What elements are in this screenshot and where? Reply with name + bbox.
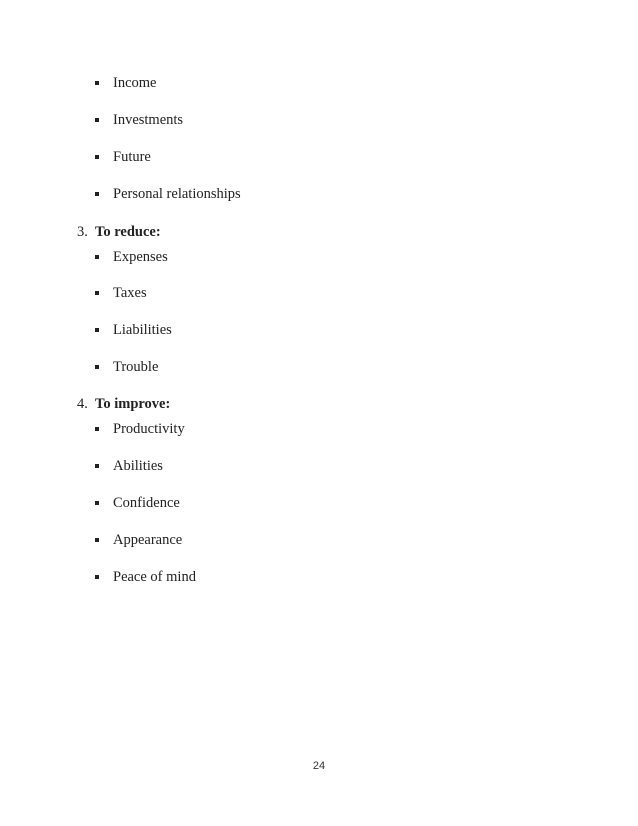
list-item-text: Personal relationships [113, 186, 241, 202]
list-item [95, 111, 183, 129]
list-item-text: Confidence [113, 495, 180, 511]
list-item-text: Expenses [113, 249, 168, 265]
list-item [95, 531, 182, 549]
list-item [95, 457, 163, 475]
list-item [95, 568, 196, 586]
list-item [95, 358, 158, 376]
section-heading-text: To improve: [95, 396, 171, 412]
list-item-text: Future [113, 149, 151, 165]
bullet-icon [95, 155, 99, 159]
bullet-icon [95, 255, 99, 259]
page-number: 24 [312, 760, 326, 772]
list-item [95, 74, 156, 92]
bullet-icon [95, 192, 99, 196]
bullet-icon [95, 81, 99, 85]
list-item [95, 148, 151, 166]
bullet-icon [95, 538, 99, 542]
list-item [95, 284, 147, 302]
bullet-icon [95, 291, 99, 295]
list-item [95, 321, 172, 339]
list-item-text: Peace of mind [113, 569, 196, 585]
list-item-text: Trouble [113, 359, 159, 375]
bullet-icon [95, 464, 99, 468]
section-number: 4. [77, 396, 88, 412]
section-heading-reduce [77, 223, 161, 241]
list-item [95, 185, 241, 203]
bullet-icon [95, 118, 99, 122]
list-item-text: Income [113, 75, 157, 91]
bullet-icon [95, 501, 99, 505]
bullet-icon [95, 365, 99, 369]
list-item [95, 420, 185, 438]
bullet-icon [95, 427, 99, 431]
bullet-icon [95, 328, 99, 332]
list-item-text: Investments [113, 112, 184, 128]
section-heading-improve [77, 395, 170, 413]
list-item-text: Taxes [113, 285, 147, 301]
list-item-text: Liabilities [113, 322, 172, 338]
list-item-text: Appearance [113, 532, 183, 548]
list-item-text: Productivity [113, 421, 185, 437]
section-number: 3. [77, 224, 88, 240]
section-heading-text: To reduce: [95, 224, 161, 240]
list-item-text: Abilities [113, 458, 163, 474]
list-item [95, 248, 168, 266]
list-item [95, 494, 180, 512]
bullet-icon [95, 575, 99, 579]
